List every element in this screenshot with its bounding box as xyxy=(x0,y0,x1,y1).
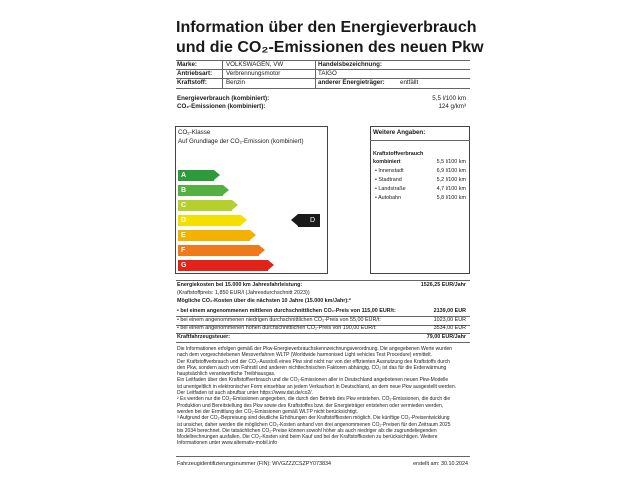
consumption-label: • Landstraße xyxy=(375,186,406,192)
co2-class-title: CO₂-Klasse xyxy=(178,129,211,136)
footnote-line: Der Leitfaden ist auch abrufbar unter https://www.dat.de/co2/. xyxy=(177,390,313,397)
co2-class-bar-c xyxy=(178,200,232,211)
footnote-line: nach dem vorgeschriebenen Messverfahren WLTP (Worldwide harmonised Light vehicles Test Procedure) ermittelt. xyxy=(177,352,433,359)
current-class-marker xyxy=(298,214,320,227)
fin-footer: Fahrzeugidentifizierungsnummer (FIN): WVGZZZCSZPY073834 xyxy=(177,461,331,467)
kraftstoff-label: Kraftstoff: xyxy=(177,79,207,86)
divider xyxy=(176,88,470,89)
divider-vertical xyxy=(315,60,316,88)
footnote-line: Ein Leitfaden über den Kraftstoffverbrauch und die CO₂-Emissionen aller in Deutschland angebotenen neuen Pkw-Modelle xyxy=(177,377,449,384)
footnote-line: werden bei der Ermittlung der CO₂-Emissionen gemäß WLTP nicht berücksichtigt. xyxy=(177,408,358,415)
co2-class-letter: D xyxy=(181,217,187,224)
handel-value: TAIGO xyxy=(318,70,337,77)
footnote-line: ³ Aufgrund der CO₂-Bepreisung sind deutliche Erhöhungen der Kraftstoffkosten möglich. Die künftige CO₂-Preisentwicklung xyxy=(177,415,450,422)
footnote-line: Der Kraftstoffverbrauch und der CO₂-Ausstoß eines Pkw sind nicht nur von der effizienten Ausnutzung des Kraftstoffs durch xyxy=(177,358,450,365)
co2-combined-label: CO₂-Emissionen (kombiniert): xyxy=(177,103,266,110)
marke-value: VOLKSWAGEN, VW xyxy=(226,61,284,68)
co2-class-bar-b xyxy=(178,185,223,196)
consumption-value: 4,7 l/100 km xyxy=(436,186,466,192)
consumption-value: 5,8 l/100 km xyxy=(436,195,466,201)
divider xyxy=(176,342,470,343)
footnote-line: Informationen unter www.alternativ-mobil.info xyxy=(177,440,278,447)
consumption-label: • Innenstadt xyxy=(375,168,404,174)
co2-class-letter: G xyxy=(181,262,187,269)
weitere-title: Weitere Angaben: xyxy=(373,129,426,136)
steuer-value: 79,00 EUR/Jahr xyxy=(426,334,466,340)
co2-class-subtitle: Auf Grundlage der CO₂-Emission (kombiniert) xyxy=(178,138,304,145)
co2-class-bar-e xyxy=(178,230,250,241)
current-class-letter: D xyxy=(309,217,315,224)
co2-class-bar-f xyxy=(178,245,259,256)
footnotes xyxy=(177,346,469,447)
footnote-line: bis 2034 berechnet. Die tatsächlichen CO₂-Preise können sowohl höher als auch niedriger als die zugrundeliegenden xyxy=(177,427,437,434)
energiekosten-label: Energiekosten bei 15.000 km Jahresfahrleistung: xyxy=(177,282,303,288)
co2-costs-title: Mögliche CO₂-Kosten über die nächsten 10 Jahre (15.000 km/Jahr):² xyxy=(177,298,351,304)
kraftstoff-value: Benzin xyxy=(226,79,245,86)
co2-cost-value: 3534,00 EUR xyxy=(433,325,466,331)
co2-class-bar-a xyxy=(178,170,214,181)
consumption-value: 6,9 l/100 km xyxy=(436,168,466,174)
footnote-line: Modellrechnungen ausfallen. Die CO₂-Kosten sind beim Kauf und bei der Kraftstoffkosten zu berücksichtigen. Weitere xyxy=(177,434,438,441)
co2-cost-value: 2139,00 EUR xyxy=(433,308,466,314)
co2-class-letter: F xyxy=(181,247,186,254)
divider xyxy=(176,456,470,457)
energy-combined-label: Energieverbrauch (kombiniert): xyxy=(177,95,270,102)
footnote-line: ist unsicher, daher werden die möglichen CO₂-Kosten anhand von drei angenommenen CO₂-Preisen für den Zeitraum 2025 xyxy=(177,421,451,428)
co2-cost-label: • bei einem angenommenen hohen durchschnittlichen CO₂-Preis von 190,00 EUR/t: xyxy=(177,325,377,331)
co2-class-letter: B xyxy=(181,187,187,194)
co2-class-letter: C xyxy=(181,202,187,209)
energietraeger-value: entfällt xyxy=(400,79,419,86)
steuer-label: Kraftfahrzeugsteuer: xyxy=(177,334,231,340)
co2-class-bar-g xyxy=(178,260,268,271)
footnote-line: den Pkw, sondern auch vom Fahrstil und anderen nichttechnischen Faktoren abhängig. CO₂ ist das für die Erderwärmung xyxy=(177,364,447,371)
handel-label: Handelsbezeichnung: xyxy=(318,61,382,68)
co2-combined-value: 124 g/km³ xyxy=(438,103,466,110)
footnote-line: Produktion und Bereitstellung des Pkw sowie des Kraftstoffes bzw. der Energieträger entstehen oder vermieden werden, xyxy=(177,402,444,409)
footnote-line: ² Es werden nur die CO₂-Emissionen angegeben, die durch den Betrieb des Pkw entstehen. CO₂-Emissionen, die durch die xyxy=(177,396,451,403)
marke-label: Marke: xyxy=(177,61,197,68)
antrieb-value: Verbrennungsmotor xyxy=(226,70,281,77)
consumption-value: 5,5 l/100 km xyxy=(436,159,466,165)
co2-cost-label: • bei einem angenommenen niedrigen durchschnittlichen CO₂-Preis von 55,00 EUR/t: xyxy=(177,316,381,323)
consumption-label: • Autobahn xyxy=(375,195,402,201)
co2-cost-label: • bei einem angenommenen mittleren durchschnittlichen CO₂-Preis von 115,00 EUR/t: xyxy=(177,308,396,314)
co2-class-bar-d xyxy=(178,215,241,226)
consumption-label: • Stadtrand xyxy=(375,177,402,183)
energietraeger-label: anderer Energieträger: xyxy=(318,79,385,86)
divider-vertical xyxy=(222,60,223,88)
kraftstoff-verbrauch-title: Kraftstoffverbrauch xyxy=(373,151,424,157)
title-line-1: Information über den Energieverbrauch xyxy=(176,19,477,36)
energy-combined-value: 5,5 l/100 km xyxy=(432,95,466,102)
energiekosten-value: 1526,25 EUR/Jahr xyxy=(420,282,466,288)
divider xyxy=(370,140,470,141)
antrieb-label: Antriebsart: xyxy=(177,70,213,77)
divider xyxy=(176,280,470,281)
consumption-value: 5,2 l/100 km xyxy=(436,177,466,183)
co2-class-letter: A xyxy=(181,172,187,179)
co2-class-letter: E xyxy=(181,232,186,239)
title-line-2: und die CO₂-Emissionen des neuen Pkw xyxy=(176,39,484,56)
footnote-line: hauptsächlich verantwortliche Treibhausgas. xyxy=(177,371,276,378)
co2-cost-value: 1023,00 EUR xyxy=(433,316,466,323)
created-date: erstellt am: 30.10.2024 xyxy=(413,461,468,467)
footnote-line: Die Informationen erfolgen gemäß der Pkw-Energieverbrauchskennzeichnungsverordnung. Die angegebenen Werte wurden xyxy=(177,346,453,352)
consumption-label: kombiniert xyxy=(373,159,401,165)
kraftstoffpreis: (Kraftstoffpreis: 1,850 EUR/l (Jahresdurchschnitt 2023)) xyxy=(177,290,310,296)
page-title xyxy=(176,18,484,58)
footnote-line: ist unentgeltlich in elektronischer Form einsehbar an jedem Verkaufsort in Deutschland, an dem neue Pkw ausgestellt werden. xyxy=(177,383,457,390)
